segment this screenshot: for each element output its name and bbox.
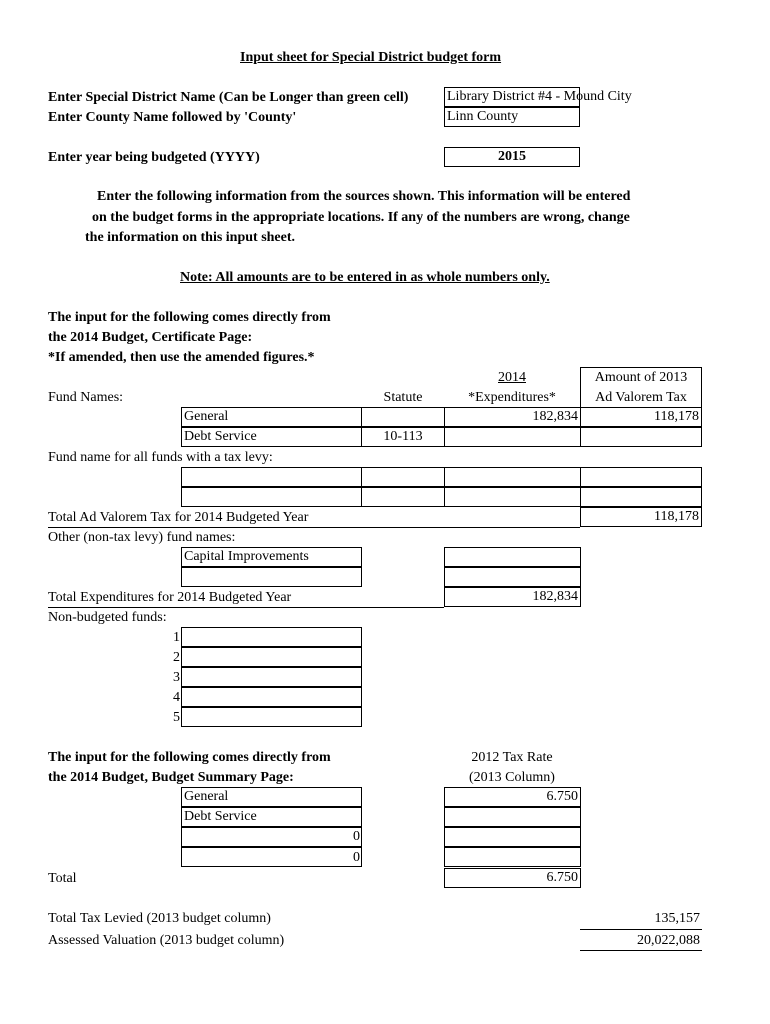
instruction-line-3: the information on this input sheet. (85, 230, 296, 245)
nonbudget-num-4: 4 (173, 690, 180, 705)
fund-exp-general[interactable]: 182,834 (444, 407, 581, 427)
fund-names-header: Fund Names: (48, 390, 124, 405)
other-fund-name-2[interactable] (181, 567, 362, 587)
fund-name-general[interactable]: General (181, 407, 362, 427)
nonbudget-num-3: 3 (173, 670, 180, 685)
other-funds-label: Other (non-tax levy) fund names: (48, 530, 236, 545)
levy-funds-label: Fund name for all funds with a tax levy: (48, 450, 273, 465)
page-title: Input sheet for Special District budget form (240, 50, 502, 65)
total-label: Total (48, 871, 77, 886)
fund-name-debt-service[interactable]: Debt Service (181, 427, 362, 447)
exp-year-header: 2014 (498, 370, 526, 385)
levy-fund-name-2[interactable] (181, 487, 362, 507)
section2-line-1: The input for the following comes directly from (48, 750, 331, 765)
adval-tax-header-line-1: Amount of 2013 (594, 370, 688, 385)
levy-fund-tax-2[interactable] (580, 487, 702, 507)
total-exp-label: Total Expenditures for 2014 Budgeted Year (48, 590, 292, 605)
year-field[interactable]: 2015 (444, 147, 580, 167)
nonbudget-fund-2[interactable] (181, 647, 362, 667)
rate-fund-val-3: 0 (353, 829, 360, 844)
total-exp-value: 182,834 (444, 587, 581, 607)
note: Note: All amounts are to be entered in as whole numbers only. (180, 270, 550, 285)
year-label: Enter year being budgeted (YYYY) (48, 150, 260, 165)
levy-fund-exp-2[interactable] (444, 487, 581, 507)
total-adval-label: Total Ad Valorem Tax for 2014 Budgeted Year (48, 510, 309, 525)
total-rate-value: 6.750 (444, 868, 581, 888)
rate-fund-val-4: 0 (353, 850, 360, 865)
fund-statute-debt-service[interactable]: 10-113 (361, 427, 445, 447)
rate-fund-name-1[interactable]: General (181, 787, 362, 807)
nonbudget-num-2: 2 (173, 650, 180, 665)
section2-line-2: the 2014 Budget, Budget Summary Page: (48, 770, 294, 785)
fund-statute-general[interactable] (361, 407, 445, 427)
levy-fund-exp-1[interactable] (444, 467, 581, 487)
rate-value-4[interactable] (444, 847, 581, 867)
nonbudget-fund-1[interactable] (181, 627, 362, 647)
nonbudget-label: Non-budgeted funds: (48, 610, 167, 625)
nonbudget-fund-5[interactable] (181, 707, 362, 727)
section1-line-2: the 2014 Budget, Certificate Page: (48, 330, 253, 345)
levy-fund-name-1[interactable] (181, 467, 362, 487)
adval-tax-header (580, 367, 702, 408)
instruction-line-1: Enter the following information from the sources shown. This information will be entered (97, 189, 631, 204)
levied-value[interactable]: 135,157 (654, 911, 700, 926)
fund-tax-debt-service[interactable] (580, 427, 702, 447)
levy-fund-statute-2[interactable] (361, 487, 445, 507)
rate-value-3[interactable] (444, 827, 581, 847)
district-label: Enter Special District Name (Can be Longer than green cell) (48, 90, 409, 105)
levy-fund-tax-1[interactable] (580, 467, 702, 487)
rate-header-line-1: 2012 Tax Rate (471, 750, 553, 765)
nonbudget-fund-3[interactable] (181, 667, 362, 687)
section1-line-3: *If amended, then use the amended figures.* (48, 350, 315, 365)
levy-fund-statute-1[interactable] (361, 467, 445, 487)
nonbudget-num-1: 1 (173, 630, 180, 645)
levied-label: Total Tax Levied (2013 budget column) (48, 911, 271, 926)
assessed-label: Assessed Valuation (2013 budget column) (48, 933, 285, 948)
other-fund-name-1[interactable]: Capital Improvements (181, 547, 362, 567)
rate-value-2[interactable] (444, 807, 581, 827)
adval-tax-header-line-2: Ad Valorem Tax (595, 390, 687, 405)
fund-tax-general[interactable]: 118,178 (580, 407, 702, 427)
section1-line-1: The input for the following comes directly from (48, 310, 331, 325)
total-adval-value: 118,178 (580, 507, 702, 527)
other-fund-exp-2[interactable] (444, 567, 581, 587)
nonbudget-num-5: 5 (173, 710, 180, 725)
statute-header: Statute (383, 390, 423, 405)
county-name-field[interactable]: Linn County (444, 107, 580, 127)
rate-value-1[interactable]: 6.750 (444, 787, 581, 807)
fund-exp-debt-service[interactable] (444, 427, 581, 447)
district-name-field[interactable]: Library District #4 - Mound City (444, 87, 580, 107)
assessed-value[interactable]: 20,022,088 (637, 933, 700, 948)
other-fund-exp-1[interactable] (444, 547, 581, 567)
instruction-line-2: on the budget forms in the appropriate locations. If any of the numbers are wrong, change (92, 210, 630, 225)
expenditures-header: *Expenditures* (468, 390, 556, 405)
rate-header-line-2: (2013 Column) (469, 770, 555, 785)
county-label: Enter County Name followed by 'County' (48, 110, 297, 125)
nonbudget-fund-4[interactable] (181, 687, 362, 707)
rate-fund-name-2[interactable]: Debt Service (181, 807, 362, 827)
